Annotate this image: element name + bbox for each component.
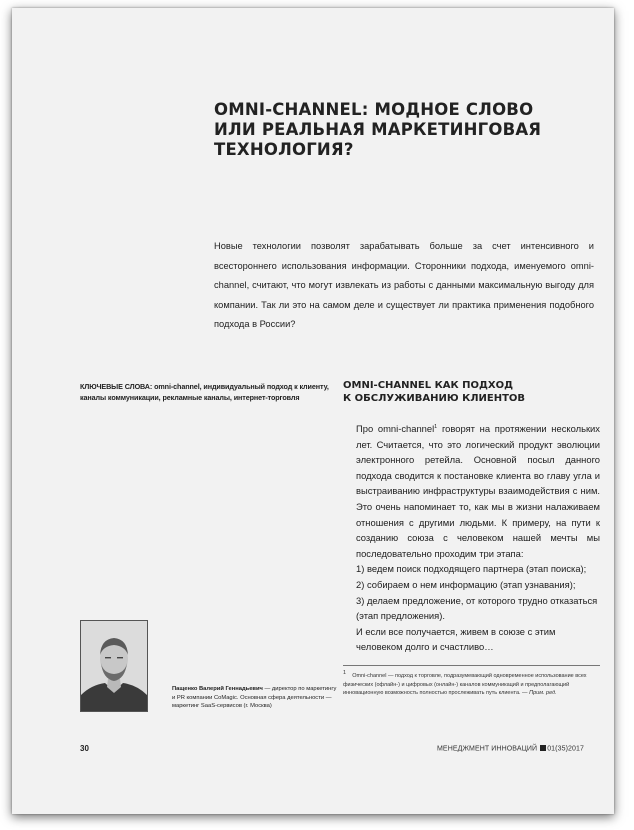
list-item: 3) делаем предложение, от которого трудно отказаться (этап предложения). <box>356 594 598 622</box>
body-paragraph: И если все получается, живем в союзе с этим человеком долго и счастливо… <box>356 625 556 653</box>
keywords-block <box>80 381 330 403</box>
footnote-marker: 1 <box>434 423 438 430</box>
section-body <box>343 421 600 655</box>
journal-issue: 01(35)2017 <box>547 745 584 753</box>
author-info <box>172 685 337 711</box>
footnote-note: Прим. ред. <box>529 690 557 697</box>
footnote <box>343 672 600 698</box>
author-bio: — директор по маркетингу и PR компании CoMagic. Основная сфера деятельности — маркетинг SaaS-сервисов (г. Москва) <box>172 686 337 710</box>
article-title <box>214 100 544 160</box>
author-photo <box>80 620 148 712</box>
author-name: Пащенко Валерий Геннадьевич <box>172 686 263 692</box>
article-lead: Новые технологии позволят зарабатывать больше за счет интенсивного и всестороннего использования информации. Сторонники подхода, именуемого omni-channel, считают, что могут извлекать из работы с данными максимальную выгоду для компании. Так ли это на самом деле и существует ли практика применения подобного подхода в России? <box>214 241 594 329</box>
footnote-divider <box>343 665 600 666</box>
journal-name: МЕНЕДЖМЕНТ ИННОВАЦИЙ <box>437 745 538 753</box>
keywords-label: КЛЮЧЕВЫЕ СЛОВА: <box>80 382 153 391</box>
list-item: 2) собираем о нем информацию (этап узнавания); <box>356 578 576 590</box>
paragraph-start: Про omni-channel <box>356 423 435 434</box>
black-square-icon <box>540 745 546 751</box>
title-line: ИЛИ РЕАЛЬНАЯ МАРКЕТИНГОВАЯ <box>214 120 542 139</box>
footnote-number: 1 <box>343 670 347 677</box>
keywords-text: omni-channel, индивидуальный подход к клиенту, каналы коммуникации, рекламные каналы, интернет-торговля <box>80 382 329 402</box>
list-item: 1) ведем поиск подходящего партнера (этап поиска); <box>356 563 587 575</box>
section-heading-line: OMNI-CHANNEL КАК ПОДХОД <box>343 380 514 391</box>
magazine-page <box>12 8 614 814</box>
section-heading-line: К ОБСЛУЖИВАНИЮ КЛИЕНТОВ <box>343 392 526 404</box>
title-line: OMNI-CHANNEL: МОДНОЕ СЛОВО <box>214 100 534 119</box>
title-line: ТЕХНОЛОГИЯ? <box>214 140 354 159</box>
paragraph-rest: говорят на протяжении нескольких лет. Считается, что это логический продукт эволюции электронного ретейла. Основной посыл данного подхода сводится к постановке клиента во главу угла и выстраиванию инфраструктуры взаимодействия с ним. Это очень напоминает то, как мы в жизни налаживаем отношения с другими людьми. К примеру, на пути к созданию союза с человеком нашей мечты мы последовательно проходим три этапа: <box>356 423 600 559</box>
author-portrait-photo <box>81 621 147 711</box>
section-heading <box>343 380 603 405</box>
page-number: 30 <box>80 744 89 753</box>
journal-footer <box>437 745 584 753</box>
footnote-text: Omni-channel — подход к торговле, подразумевающий одновременное использование всех физических (офлайн-) и цифровых (онлайн-) каналов коммуникаций и предполагающий инновационную возможность полностью прослеживать путь клиента. — <box>343 673 587 697</box>
body-paragraph <box>343 421 600 561</box>
